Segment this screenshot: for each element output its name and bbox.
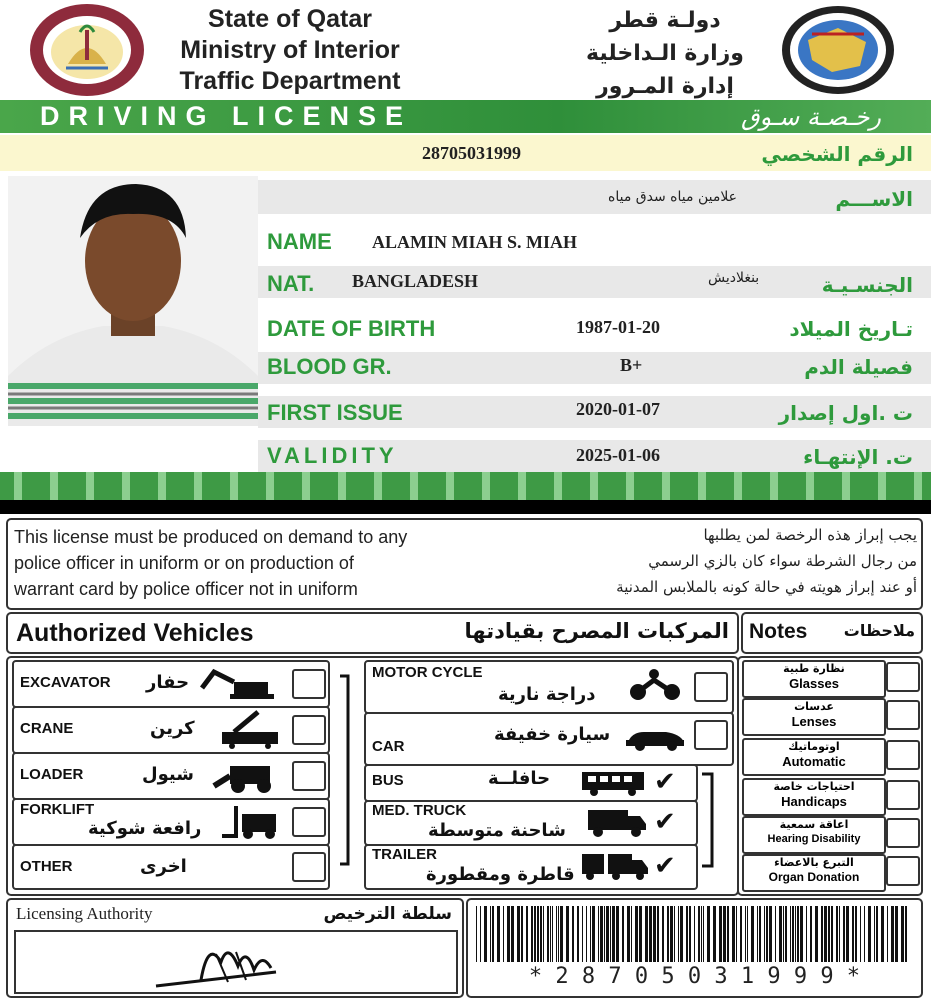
barcode-bar (769, 906, 772, 962)
header-english (150, 4, 430, 97)
vehicle-label: BUS (372, 772, 404, 789)
barcode-bar (558, 906, 559, 962)
barcode-bar (540, 906, 542, 962)
name-value: ALAMIN MIAH S. MIAH (372, 232, 577, 252)
barcode-bar (547, 906, 549, 962)
barcode-bar (852, 906, 854, 962)
vehicle-label-ar: رافعة شوكية (88, 818, 202, 839)
barcode-bar (537, 906, 539, 962)
personal-no-value: 28705031999 (422, 143, 521, 163)
barcode-bar (757, 906, 758, 962)
note-checkbox[interactable] (886, 662, 920, 692)
note-label: Automatic (782, 754, 846, 769)
barcode-box (466, 898, 923, 998)
ornamental-border (0, 472, 931, 500)
barcode-bar (703, 906, 704, 962)
vehicle-checkbox[interactable] (292, 852, 326, 882)
notice-line-3: warrant card by police officer not in uniform (14, 579, 358, 599)
truck-icon (586, 808, 648, 838)
barcode-bar (616, 906, 619, 962)
note-checkbox[interactable] (886, 740, 920, 770)
barcode-bar (667, 906, 669, 962)
authorized-vehicles-title-ar: المركبات المصرح بقيادتها (464, 619, 729, 643)
barcode-bar (723, 906, 726, 962)
barcode-bar (874, 906, 875, 962)
barcode-bar (627, 906, 630, 962)
vehicle-label-ar: قاطرة ومقطورة (426, 864, 575, 885)
dob-label: DATE OF BIRTH (267, 316, 436, 341)
vehicle-checkbox[interactable] (292, 761, 326, 791)
barcode-bar (860, 906, 861, 962)
notice-english (14, 524, 407, 602)
licensing-authority-label: Licensing Authority (16, 904, 153, 923)
barcode-bar (698, 906, 700, 962)
notice-line-2: police officer in uniform or on production of (14, 553, 354, 573)
note-label: Handicaps (781, 794, 847, 809)
dob-value: 1987-01-20 (576, 317, 660, 337)
barcode-bar (680, 906, 683, 962)
first-issue-label-ar: ت .اول إصدار (778, 401, 913, 425)
notes-title-ar: ملاحظات (843, 621, 915, 640)
note-hearing-disability (742, 816, 886, 854)
barcode-bar (747, 906, 748, 962)
barcode-bar (719, 906, 722, 962)
nationality-value: BANGLADESH (352, 271, 479, 291)
name-row (258, 226, 931, 258)
barcode-bar (572, 906, 574, 962)
barcode-bar (824, 906, 827, 962)
barcode-bar (785, 906, 787, 962)
barcode-bar (766, 906, 768, 962)
barcode-bar (790, 906, 791, 962)
barcode-bar (610, 906, 611, 962)
barcode-bar (839, 906, 840, 962)
barcode-bar (759, 906, 761, 962)
notice-arabic (497, 522, 917, 600)
gcc-emblem-icon (780, 4, 896, 96)
barcode-bar (810, 906, 812, 962)
authorized-vehicles-title: Authorized Vehicles (16, 619, 254, 647)
header-state: State of Qatar (208, 5, 372, 33)
barcode-bar (901, 906, 904, 962)
notice-ar-line-1: يجب إبراز هذه الرخصة لمن يطلبها (703, 526, 917, 544)
validity-value: 2025-01-06 (576, 445, 660, 465)
note-label-ar: عدسات (794, 700, 834, 713)
header-ministry: Ministry of Interior (180, 36, 400, 64)
vehicle-other (12, 844, 330, 890)
vehicle-label: EXCAVATOR (20, 674, 111, 691)
vehicle-label: OTHER (20, 858, 73, 875)
barcode-bar (864, 906, 865, 962)
barcode-bar (511, 906, 514, 962)
note-label-ar: اوتوماتيك (788, 740, 840, 753)
note-checkbox[interactable] (886, 856, 920, 886)
barcode-bar (598, 906, 599, 962)
barcode-bar (492, 906, 494, 962)
barcode-bar (526, 906, 528, 962)
blood-value: B+ (620, 355, 643, 375)
card-divider (0, 500, 931, 514)
vehicle-crane (12, 706, 330, 754)
barcode-bar (657, 906, 659, 962)
header-state-ar: دولـة قطر (609, 8, 721, 33)
nationality-label: NAT. (267, 271, 315, 296)
name-ar-value: علامين مياه سدق مياه (608, 189, 738, 205)
barcode-bar (550, 906, 551, 962)
note-label: Hearing Disability (767, 833, 861, 845)
name-label-ar: الاســـم (835, 187, 913, 211)
barcode-bar (821, 906, 823, 962)
vehicle-label-ar: اخرى (140, 856, 187, 877)
authorized-vehicles-header (6, 612, 739, 654)
vehicle-label-ar: شاحنة متوسطة (428, 820, 566, 841)
barcode-bar (534, 906, 536, 962)
vehicle-label-ar: حفار (146, 672, 190, 693)
vehicle-forklift (12, 798, 330, 846)
barcode-bar (582, 906, 583, 962)
note-label: Lenses (791, 714, 837, 729)
barcode-bar (560, 906, 563, 962)
name-label: NAME (267, 229, 332, 254)
validity-row (258, 440, 931, 472)
header-department: Traffic Department (179, 67, 401, 95)
barcode-bar (531, 906, 533, 962)
vehicle-excavator (12, 660, 330, 708)
forklift-icon (220, 804, 284, 840)
barcode-bar (740, 906, 742, 962)
barcode-bar (631, 906, 632, 962)
barcode-bar (480, 906, 481, 962)
notice-ar-line-3: أو عند إبراز هويته في حالة كونه بالملابس المدنية (616, 578, 917, 596)
crane-icon (218, 710, 282, 750)
notice-ar-line-2: من رجال الشرطة سواء كان بالزي الرسمي (648, 552, 917, 570)
barcode-bar (639, 906, 642, 962)
nationality-row (258, 266, 931, 298)
note-automatic (742, 738, 886, 776)
barcode-bar (831, 906, 833, 962)
validity-label: VALIDITY (267, 443, 398, 468)
title-band (0, 100, 931, 133)
barcode-bar (484, 906, 487, 962)
personal-no-row (0, 135, 931, 171)
barcode-bar (905, 906, 907, 962)
header-ministry-ar: وزارة الـداخلية (586, 41, 744, 66)
note-label: Organ Donation (768, 870, 860, 884)
vehicle-label: MOTOR CYCLE (372, 664, 483, 681)
license-title: DRIVING LICENSE (40, 101, 413, 131)
note-organ-donation (742, 854, 886, 892)
barcode-bar (678, 906, 679, 962)
vehicle-checkbox[interactable] (694, 672, 728, 702)
vehicle-label-ar: حافلــة (488, 768, 551, 789)
portrait-image (8, 176, 258, 426)
barcode-bar (806, 906, 807, 962)
barcode-bar (662, 906, 664, 962)
barcode-bar (783, 906, 784, 962)
barcode-bar (604, 906, 605, 962)
barcode-bar (736, 906, 737, 962)
barcode-bar (800, 906, 803, 962)
car-icon (624, 724, 686, 752)
vehicle-car (364, 712, 734, 766)
moi-emblem-icon (28, 2, 146, 98)
barcode-bar (775, 906, 776, 962)
barcode-bar (670, 906, 673, 962)
barcode-bar (649, 906, 652, 962)
notes-header (741, 612, 923, 654)
barcode-bar (732, 906, 735, 962)
barcode-bar (779, 906, 782, 962)
notes-title: Notes (749, 620, 808, 643)
barcode-bar (645, 906, 648, 962)
vehicle-label: TRAILER (372, 846, 437, 863)
barcode-bar (887, 906, 888, 962)
personal-no-label-ar: الرقم الشخصي (761, 142, 913, 166)
license-title-ar: رخـصـة سـوق (741, 103, 881, 131)
first-issue-value: 2020-01-07 (576, 399, 660, 419)
vehicle-label: LOADER (20, 766, 84, 783)
header-arabic (580, 4, 750, 103)
vehicle-label: FORKLIFT (20, 801, 95, 818)
barcode-text: * 2 8 7 0 5 0 3 1 9 9 9 * (528, 964, 861, 989)
licensing-authority-box (6, 898, 464, 998)
licensing-authority-label-ar: سلطة الترخيص (323, 904, 452, 924)
barcode-bar (653, 906, 656, 962)
name-ar-row (258, 180, 931, 214)
barcode-bar (764, 906, 765, 962)
barcode-bar (592, 906, 595, 962)
barcode-bar (521, 906, 523, 962)
header-department-ar: إدارة المـرور (596, 74, 734, 99)
barcode-bar (795, 906, 796, 962)
barcode-bar (868, 906, 871, 962)
blood-label: BLOOD GR. (267, 354, 392, 379)
barcode-bar (836, 906, 838, 962)
vehicle-label: CRANE (20, 720, 74, 737)
barcode-bar (881, 906, 884, 962)
note-lenses (742, 698, 886, 736)
first-issue-label: FIRST ISSUE (267, 400, 403, 425)
dob-row (258, 312, 931, 344)
nationality-value-ar: بنغلاديش (708, 270, 760, 286)
barcode-bar (507, 906, 510, 962)
barcode-bar (622, 906, 624, 962)
barcode-bar (590, 906, 591, 962)
nationality-label-ar: الجنسـيـة (821, 273, 913, 297)
vehicle-label-ar: شيول (142, 764, 194, 785)
vehicle-checkbox[interactable] (694, 720, 728, 750)
vehicle-label: CAR (372, 738, 405, 755)
first-issue-row (258, 396, 931, 428)
checkmark-icon: ✔ (654, 806, 676, 836)
barcode-bar (577, 906, 579, 962)
motorcycle-icon (628, 668, 682, 702)
right-bracket (698, 770, 722, 870)
note-label-ar: التبرع بالاعضاء (774, 856, 854, 869)
barcode-bar (843, 906, 845, 962)
barcode-bar (503, 906, 504, 962)
vehicle-motorcycle (364, 660, 734, 714)
barcode-bar (751, 906, 754, 962)
vehicle-label: MED. TRUCK (372, 802, 467, 819)
validity-label-ar: ت. الإنتهـاء (803, 445, 913, 469)
barcode-bar (828, 906, 830, 962)
barcode-bar (895, 906, 898, 962)
barcode-bar (815, 906, 818, 962)
note-handicaps (742, 778, 886, 816)
notice-line-1: This license must be produced on demand to any (14, 527, 408, 547)
vehicle-bus (364, 764, 698, 802)
vehicle-loader (12, 752, 330, 800)
checkmark-icon: ✔ (654, 850, 676, 880)
note-label-ar: نظارة طبية (783, 662, 845, 675)
vehicle-label-ar: سيارة خفيفة (494, 724, 611, 745)
note-label-ar: اعاقة سمعية (779, 818, 849, 831)
blood-row (258, 352, 931, 384)
note-checkbox[interactable] (886, 780, 920, 810)
barcode-bar (686, 906, 688, 962)
barcode-bar (635, 906, 638, 962)
barcode-bar (600, 906, 603, 962)
barcode-image (476, 906, 912, 962)
barcode-bar (713, 906, 716, 962)
trailer-icon (580, 852, 650, 882)
barcode-bar (517, 906, 520, 962)
barcode-bar (701, 906, 702, 962)
barcode-bar (586, 906, 587, 962)
barcode-bar (846, 906, 849, 962)
vehicle-label-ar: دراجة نارية (498, 684, 596, 705)
note-label-ar: احتياجات خاصة (773, 780, 855, 793)
barcode-bar (606, 906, 609, 962)
vehicle-label-ar: كرين (150, 718, 195, 739)
barcode-bar (674, 906, 675, 962)
vehicle-checkbox[interactable] (292, 715, 326, 745)
note-glasses (742, 660, 886, 698)
barcode-bar (689, 906, 691, 962)
note-label: Glasses (789, 676, 839, 691)
barcode-bar (891, 906, 894, 962)
excavator-icon (200, 668, 280, 700)
blood-label-ar: فصيلة الدم (804, 355, 913, 379)
signature-image (16, 932, 456, 992)
note-checkbox[interactable] (886, 818, 920, 848)
note-checkbox[interactable] (886, 700, 920, 730)
barcode-bar (694, 906, 695, 962)
barcode-bar (566, 906, 569, 962)
barcode-bar (855, 906, 857, 962)
barcode-bar (876, 906, 878, 962)
holder-photo (8, 176, 258, 426)
dob-label-ar: تـاريخ الميلاد (789, 317, 913, 341)
bus-icon (580, 768, 646, 796)
checkmark-icon: ✔ (654, 766, 676, 796)
loader-icon (210, 758, 282, 794)
barcode-bar (543, 906, 544, 962)
barcode-bar (792, 906, 794, 962)
barcode-bar (552, 906, 553, 962)
barcode-bar (556, 906, 557, 962)
barcode-bar (612, 906, 615, 962)
barcode-bar (797, 906, 799, 962)
barcode-bar (490, 906, 491, 962)
barcode-bar (727, 906, 729, 962)
vehicle-med-truck (364, 800, 698, 846)
barcode-bar (497, 906, 500, 962)
barcode-bar (707, 906, 710, 962)
left-bracket (336, 672, 356, 868)
signature-box (14, 930, 458, 994)
vehicle-checkbox[interactable] (292, 669, 326, 699)
vehicle-trailer (364, 844, 698, 890)
vehicle-checkbox[interactable] (292, 807, 326, 837)
barcode-bar (476, 906, 477, 962)
barcode-bar (745, 906, 746, 962)
